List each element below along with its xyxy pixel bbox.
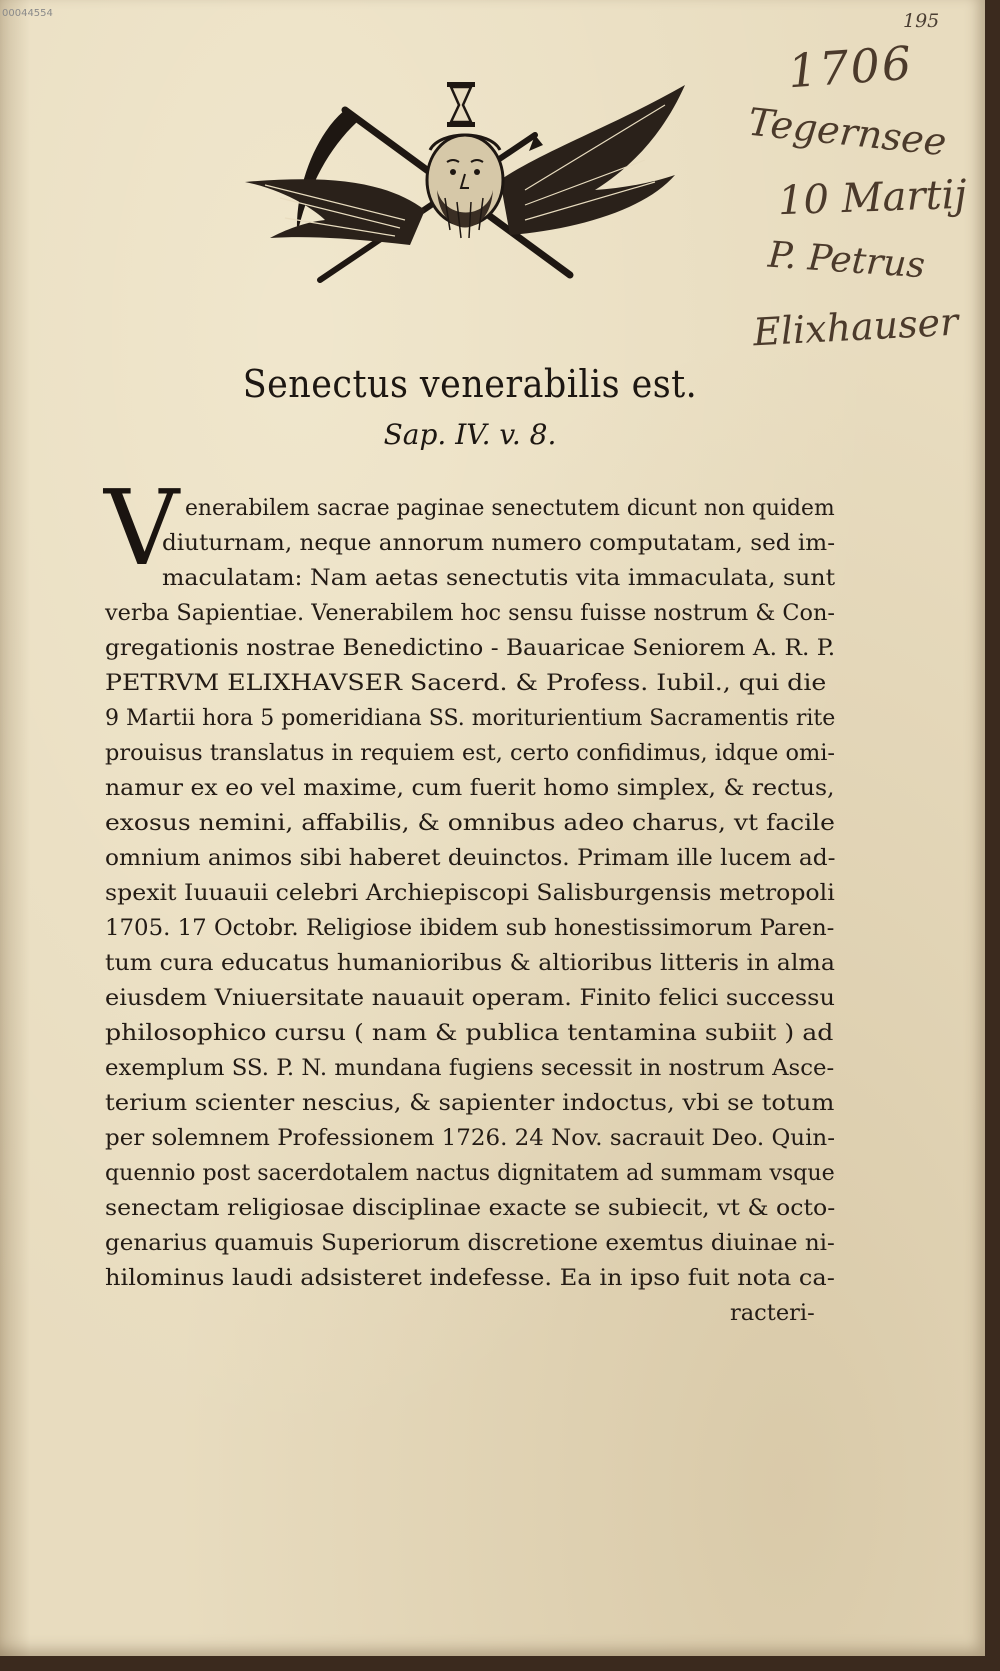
body-line: exosus nemini, affabilis, & omnibus adeo charus, vt facile: [105, 810, 835, 836]
page-edge-bottom: [0, 1656, 1000, 1671]
body-line: exemplum SS. P. N. mundana fugiens secessit in nostrum Asce-: [105, 1055, 835, 1081]
body-line: gregationis nostrae Benedictino - Bauaricae Seniorem A. R. P.: [105, 635, 836, 661]
body-line: prouisus translatus in requiem est, certo confidimus, idque omi-: [105, 740, 836, 766]
body-line: eiusdem Vniuersitate nauauit operam. Finito felici successu: [105, 985, 835, 1011]
body-line: enerabilem sacrae paginae senectutem dicunt non quidem: [185, 495, 835, 521]
handnote-date: 10 Martij: [777, 171, 968, 225]
body-line: terium scienter nescius, & sapienter indoctus, vbi se totum: [105, 1090, 835, 1116]
drop-cap: V: [104, 467, 180, 589]
page-edge-right: [985, 0, 1000, 1671]
body-line: PETRVM ELIXHAVSER Sacerd. & Profess. Iubil., qui die: [105, 670, 827, 696]
handnote-name: P. Petrus: [766, 234, 927, 287]
body-line: hilominus laudi adsisteret indefesse. Ea in ipso fuit nota ca-: [105, 1265, 835, 1291]
body-line: maculatam: Nam aetas senectutis vita immaculata, sunt: [162, 565, 836, 591]
scripture-reference: Sap. IV. v. 8.: [383, 418, 557, 451]
handnote-year: 1706: [786, 35, 915, 99]
body-line: philosophico cursu ( nam & publica tentamina subiit ) ad: [105, 1020, 834, 1046]
catchword: racteri-: [730, 1300, 815, 1326]
body-line: per solemnem Professionem 1726. 24 Nov. sacrauit Deo. Quin-: [105, 1125, 835, 1151]
handnote-place: Tegernsee: [746, 99, 949, 165]
body-line: senectam religiosae disciplinae exacte se subiecit, vt & octo-: [105, 1195, 836, 1221]
body-line: 1705. 17 Octobr. Religiose ibidem sub honestissimorum Paren-: [105, 915, 835, 941]
body-line: namur ex eo vel maxime, cum fuerit homo simplex, & rectus,: [105, 775, 835, 801]
body-line: omnium animos sibi haberet deuinctos. Primam ille lucem ad-: [105, 845, 836, 871]
father-time-emblem-icon: [225, 70, 705, 310]
body-line: genarius quamuis Superiorum discretione exemtus diuinae ni-: [105, 1230, 835, 1256]
body-line: 9 Martii hora 5 pomeridiana SS. moriturientium Sacramentis rite: [105, 705, 836, 731]
body-line: diuturnam, neque annorum numero computatam, sed im-: [162, 530, 836, 556]
body-line: verba Sapientiae. Venerabilem hoc sensu fuisse nostrum & Con-: [105, 600, 835, 626]
body-line: tum cura educatus humanioribus & altioribus litteris in alma: [105, 950, 835, 976]
body-line: quennio post sacerdotalem nactus dignitatem ad summam vsque: [105, 1160, 835, 1186]
folio-number: 195: [903, 10, 940, 32]
body-line: spexit Iuuauii celebri Archiepiscopi Salisburgensis metropoli: [105, 880, 835, 906]
handnote-surname: Elixhauser: [751, 299, 960, 355]
heading-title: Senectus venerabilis est.: [242, 362, 698, 406]
archive-stamp: 00044554: [2, 8, 53, 19]
